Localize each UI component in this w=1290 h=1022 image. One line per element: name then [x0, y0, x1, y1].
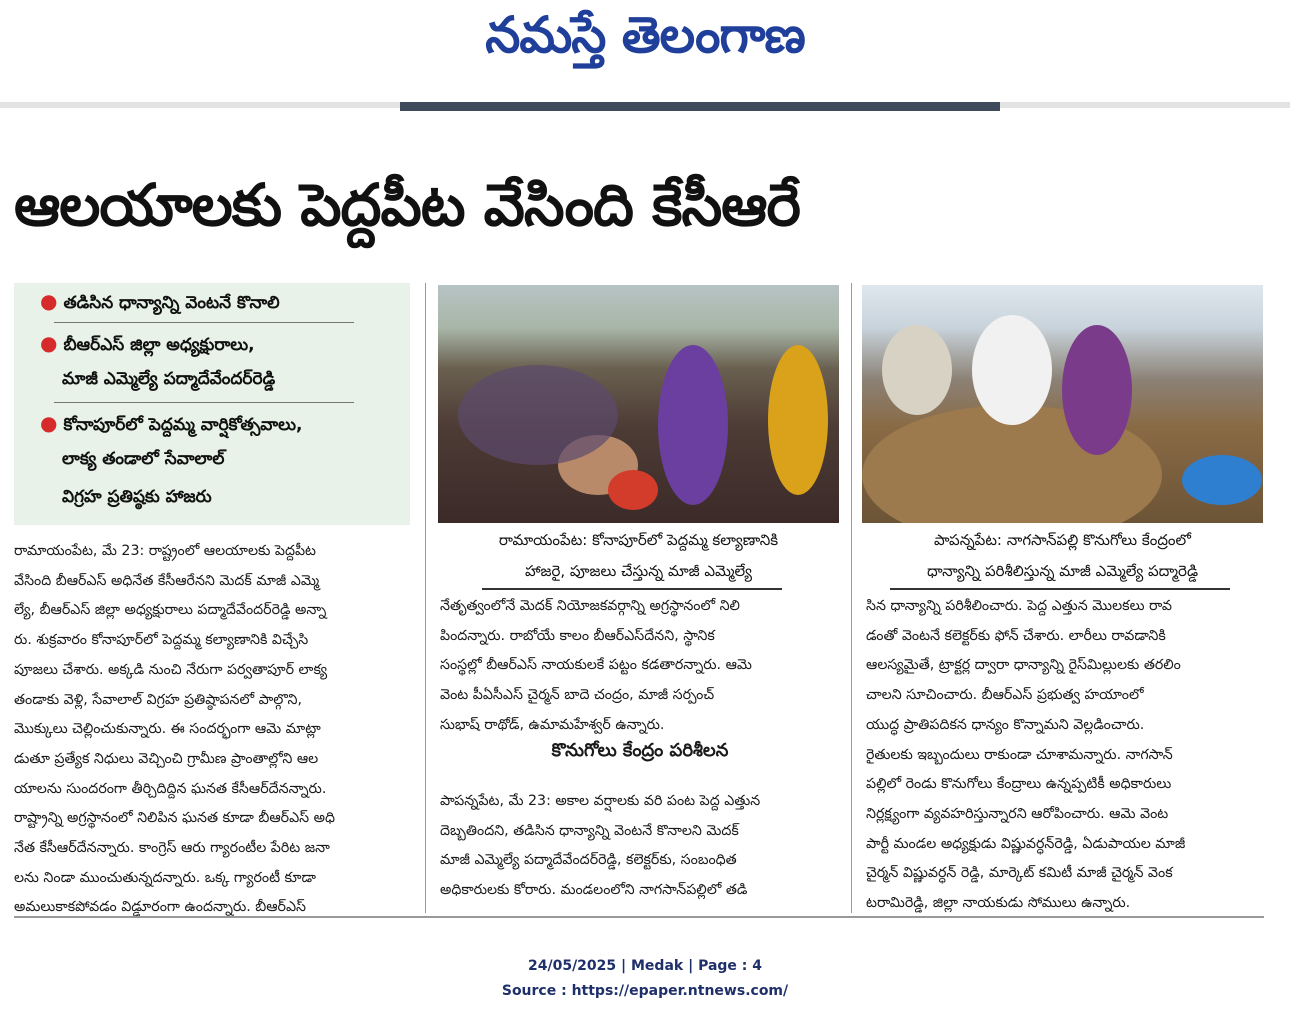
text-line: మొక్కులు చెల్లించుకున్నారు. ఈ సందర్భంగా ఆమె మాట్లా: [14, 721, 321, 738]
text-line: పిందన్నారు. రాబోయే కాలం బీఆర్‌ఎస్‌దేనని, స్థానిక: [440, 627, 715, 644]
text-line: పూజలు చేశారు. అక్కడి నుంచి నేరుగా పర్వతాపూర్ లాక్య: [14, 661, 328, 678]
divider: [54, 402, 354, 403]
figure: [972, 315, 1052, 425]
text-line: చాలని సూచించారు. బీఆర్‌ఎస్ ప్రభుత్వ హయాంలో: [866, 687, 1144, 704]
text-line: చైర్మన్ విష్ణువర్ధన్ రెడ్డి, మార్కెట్ కమిటీ మాజీ చైర్మన్ వెంక: [866, 865, 1173, 882]
bullet-icon: ●: [40, 411, 58, 435]
text-line: యాలను సుందరంగా తీర్చిదిద్దిన ఘనత కేసీఆర్‌దేనన్నారు.: [14, 780, 327, 797]
text-line: టరామిరెడ్డి, జిల్లా నాయకుడు సోములు ఉన్నారు.: [866, 895, 1131, 912]
text-line: లను నిండా ముంచుతున్నదన్నారు. ఒక్క గ్యారంటీ కూడా: [14, 869, 316, 886]
text-line: వేసింది బీఆర్‌ఎస్ అధినేత కేసీఆరేనని మెదక్ మాజీ ఎమ్మె: [14, 572, 320, 589]
summary-bullet-3: ● కోనాపూర్‌లో పెద్దమ్మ వార్షికోత్సవాలు,: [40, 411, 303, 435]
photo1-caption-line1: రామాయంపేట: కోనాపూర్‌లో పెద్దమ్మ కల్యాణానికి: [498, 531, 779, 549]
summary-bullet-2: ● బీఆర్‌ఎస్ జిల్లా అధ్యక్షురాలు,: [40, 331, 255, 355]
footer-source-link[interactable]: Source : https://epaper.ntnews.com/: [501, 983, 789, 999]
column-divider: [851, 283, 852, 913]
text-line: అధికారులకు కోరారు. మండలంలోని నాగసాన్‌పల్లిలో తడి: [440, 882, 748, 899]
summary-bullet-3-cont: లాక్య తండాలో సేవాలాల్: [62, 449, 225, 469]
text-line: నేతృత్వంలోనే మెదక్ నియోజకవర్గాన్ని అగ్రస్థానంలో నిలి: [440, 598, 740, 614]
grain-tub: [1182, 455, 1262, 505]
text-line: రామాయంపేట, మే 23: రాష్ట్రంలో ఆలయాలకు పెద్దపీట: [14, 543, 317, 559]
summary-bullet-1: ● తడిసిన ధాన్యాన్ని వెంటనే కొనాలి: [40, 289, 280, 313]
text-line: సంస్థల్లో బీఆర్‌ఎస్ నాయకులకే పట్టం కడతారన్నారు. ఆమె: [440, 657, 752, 674]
column-divider: [425, 283, 426, 913]
summary-bullet-2-cont: మాజీ ఎమ్మెల్యే పద్మాదేవేందర్‌రెడ్డి: [62, 369, 276, 389]
column-2-bottom: [440, 787, 840, 906]
text-line: నిర్లక్ష్యంగా వ్యవహరిస్తున్నారని ఆరోపించారు. ఆమె వెంట: [866, 805, 1169, 822]
footer-date-line: 24/05/2025 | Medak | Page : 4: [527, 958, 763, 974]
grain-inspection-photo: [862, 285, 1263, 523]
figure: [1062, 325, 1132, 455]
article-headline: ఆలయాలకు పెద్దపీట వేసింది కేసీఆరే: [14, 171, 800, 239]
section-subhead: కొనుగోలు కేంద్రం పరిశీలన: [551, 740, 729, 761]
text-line: మాజీ ఎమ్మెల్యే పద్మాదేవేందర్‌రెడ్డి, కలెక్టర్‌కు, సంబంధిత: [440, 852, 737, 869]
text-line: పల్లిలో రెండు కొనుగోలు కేంద్రాలు ఉన్నప్పటికీ అధికారులు: [866, 776, 1172, 793]
caption-underline: [482, 588, 782, 590]
photo2-caption-line2: ధాన్యాన్ని పరిశీలిస్తున్న మాజీ ఎమ్మెల్యే పద్మారెడ్డి: [926, 562, 1199, 580]
bullet-icon: ●: [40, 331, 58, 355]
article-bottom-rule: [14, 916, 1264, 918]
temple-ritual-photo: [438, 285, 839, 523]
column-1: [14, 537, 410, 923]
text-line: ఆలస్యమైతే, ట్రాక్టర్ల ద్వారా ధాన్యాన్ని రైస్‌మిల్లులకు తరలిం: [866, 657, 1181, 674]
photo2-caption-line1: పాపన్నపేట: నాగసాన్‌పల్లి కొనుగోలు కేంద్రంలో: [934, 531, 1191, 549]
text-line: సిన ధాన్యాన్ని పరిశీలించారు. పెద్ద ఎత్తున మొలకలు రావ: [866, 598, 1172, 614]
text-line: అమలుకాకపోవడం విడ్డూరంగా ఉందన్నారు. బీఆర్‌ఎస్: [14, 899, 306, 916]
figure: [882, 325, 952, 415]
text-line: రాష్ట్రాన్ని అగ్రస్థానంలో నిలిపిన ఘనత కూడా బీఆర్‌ఎస్ అధి: [14, 810, 335, 827]
text-line: యుద్ధ ప్రాతిపదికన ధాన్యం కొన్నామని వెల్లడించారు.: [866, 716, 1145, 733]
caption-underline: [890, 588, 1230, 590]
text-line: తండాకు వెళ్లి, సేవాలాల్ విగ్రహ ప్రతిష్ఠాపనలో పాల్గొని,: [14, 691, 302, 708]
figure: [768, 345, 828, 495]
text-line: నేత కేసీఆర్‌దేనన్నారు. కాంగ్రెస్ ఆరు గ్యారంటీల పేరిట జనా: [14, 840, 330, 857]
photo1-caption-line2: హాజరై, పూజలు చేస్తున్న మాజీ ఎమ్మెల్యే: [525, 562, 752, 580]
summary-bullet-3-cont: విగ్రహ ప్రతిష్ఠకు హాజరు: [62, 487, 212, 507]
text-line: రు. శుక్రవారం కోనాపూర్‌లో పెద్దమ్మ కల్యాణానికి విచ్చేసి: [14, 632, 309, 649]
text-line: డంతో వెంటనే కలెక్టర్‌కు ఫోన్ చేశారు. లారీలు రావడానికి: [866, 627, 1166, 644]
column-2-top: [440, 592, 840, 741]
text-line: డుతూ ప్రత్యేక నిధులు వెచ్చించి గ్రామీణ ప్రాంతాల్లోని ఆల: [14, 750, 319, 767]
divider: [54, 322, 354, 323]
text-line: పార్టీ మండల అధ్యక్షుడు విష్ణువర్ధన్‌రెడ్డి, ఏడుపాయల మాజీ: [866, 835, 1186, 852]
text-line: రైతులకు ఇబ్బందులు రాకుండా చూశామన్నారు. నాగసాన్: [866, 746, 1173, 763]
figure: [658, 345, 728, 505]
crowd: [458, 365, 618, 465]
summary-box: [14, 283, 410, 525]
text-line: ల్యే, బీఆర్‌ఎస్ జిల్లా అధ్యక్షురాలు పద్మాదేవేందర్‌రెడ్డి అన్నా: [14, 602, 327, 619]
header-accent-bar: [400, 102, 1000, 111]
text-line: సుభాష్ రాథోడ్, ఉమామహేశ్వర్ ఉన్నారు.: [440, 716, 665, 733]
newspaper-logo: నమస్తే తెలంగాణ: [485, 6, 805, 64]
masthead: [0, 0, 1290, 96]
offering: [608, 470, 658, 510]
text-line: దెబ్బతిందని, తడిసిన ధాన్యాన్ని వెంటనే కొనాలని మెదక్: [440, 822, 739, 839]
bullet-icon: ●: [40, 289, 58, 313]
text-line: వెంట పీఏసీఎస్ చైర్మన్ బాదె చంద్రం, మాజీ సర్పంచ్: [440, 687, 715, 704]
column-3: [866, 592, 1262, 919]
text-line: పాపన్నపేట, మే 23: అకాల వర్షాలకు వరి పంట పెద్ద ఎత్తున: [440, 793, 761, 809]
